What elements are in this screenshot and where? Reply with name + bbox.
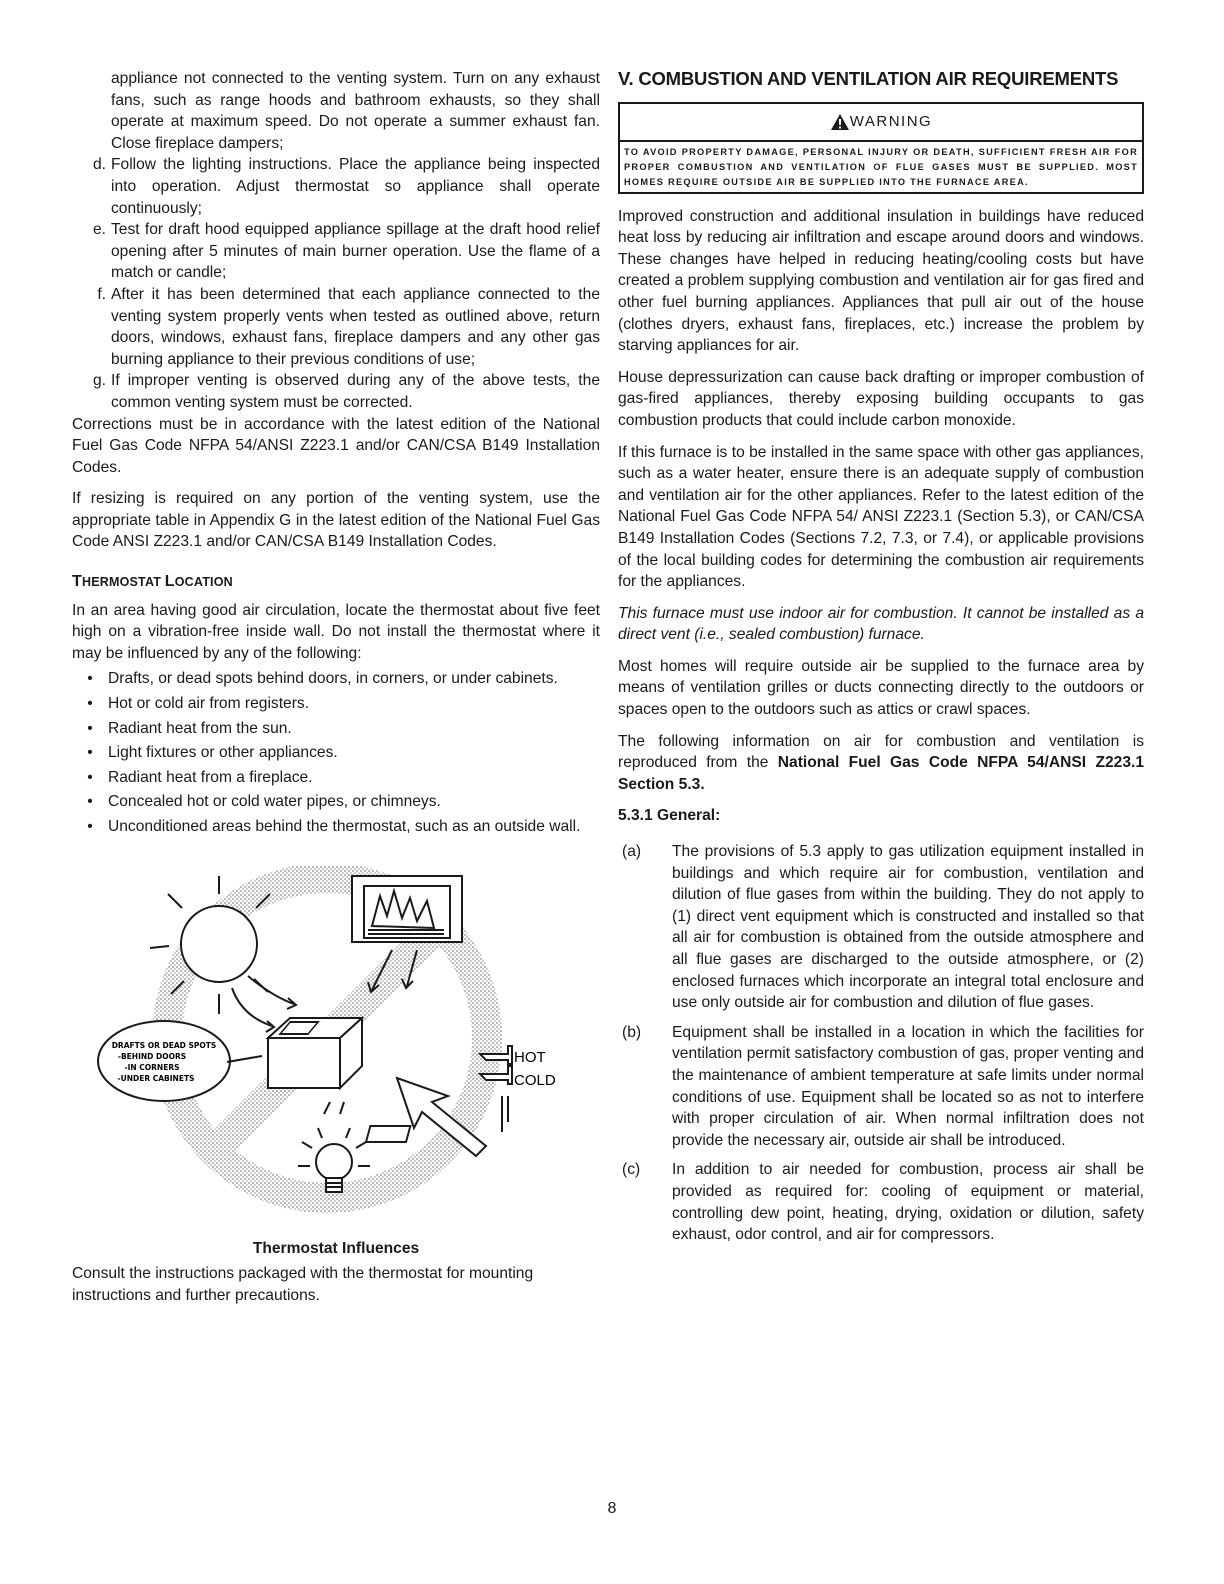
general-provisions-list — [618, 841, 1144, 1246]
left-column — [72, 68, 600, 1316]
thermostat-icon — [268, 1018, 362, 1088]
list-item — [618, 1159, 1144, 1245]
thermostat-intro: In an area having good air circulation, locate the thermostat about five feet high on a vibration-free inside wall. Do not install the thermostat where it may be influenced by any of the following: — [72, 601, 600, 662]
list-item-label: (c) — [622, 1161, 641, 1179]
bubble-line-2: -BEHIND DOORS — [117, 1051, 187, 1061]
bullet-text: Drafts, or dead spots behind doors, in corners, or under cabinets. — [108, 670, 558, 688]
list-item — [72, 68, 600, 154]
thermostat-influences-illustration — [72, 866, 600, 1236]
list-item-text: appliance not connected to the venting system. Turn on any exhaust fans, such as range hoods and bathroom exhausts, so they shall operate at maximum speed. Do not operate a summer exhaust fan. Close fireplace dampers; — [111, 70, 600, 152]
hot-label: HOT — [514, 1048, 546, 1066]
figure-caption: Thermostat Influences — [252, 1239, 420, 1257]
nfpa-reference-text: The following information on air for combustion and ventilation is reproduced from the — [618, 732, 1144, 772]
list-item — [72, 370, 600, 413]
fireplace-icon — [352, 876, 462, 942]
heading-smallcaps: OCATION — [174, 575, 233, 590]
list-item: • Radiant heat from the sun. — [72, 718, 600, 740]
list-item-label: (a) — [622, 843, 642, 861]
corrections-paragraph: Corrections must be in accordance with the latest edition of the National Fuel Gas Code NFPA 54/ANSI Z223.1 and/or CAN/CSA B149 Installation Codes. — [72, 415, 600, 476]
construction-paragraph: Improved construction and additional insulation in buildings have reduced heat loss by reducing air infiltration and escape around doors and windows. These changes have helped in reducing heating/cooling costs but have created a problem supplying combustion and ventilation air for gas fired and other fuel burning appliances. Appliances that pull air out of the house (clothes dryers, exhaust fans, fireplaces, etc.) increase the problem by starving appliances for air. — [618, 207, 1144, 355]
list-item: • Drafts, or dead spots behind doors, in corners, or under cabinets. — [72, 668, 600, 690]
heading-initial: T — [72, 573, 82, 591]
warning-header — [620, 104, 1142, 142]
list-item — [72, 284, 600, 370]
list-item-text: If improper venting is observed during any of the above tests, the common venting system must be corrected. — [111, 372, 600, 411]
list-item-text: The provisions of 5.3 apply to gas utilization equipment installed in buildings and which require air for combustion, ventilation and dilution of flue gases from within the building. They do not apply to (1) direct vent equipment which is constructed and installed so that all air for combustion is obtained from the outside atmosphere and all flue gases are discharged to the outside atmosphere, or (2) enclosed furnaces which incorporate an integral total enclosure and use only outside air for combustion and dilution of flue gases. — [672, 843, 1144, 1012]
list-item — [618, 841, 1144, 1014]
list-item-label: (b) — [622, 1023, 642, 1041]
bullet-text: Radiant heat from the sun. — [108, 719, 292, 737]
list-item-label: e. — [92, 221, 106, 239]
consult-paragraph: Consult the instructions packaged with the thermostat for mounting instructions and further precautions. — [72, 1265, 534, 1304]
bullet-text: Concealed hot or cold water pipes, or chimneys. — [108, 793, 441, 811]
list-item-label — [72, 68, 111, 154]
drafts-callout — [98, 1021, 262, 1101]
warning-label: WARNING — [849, 112, 933, 130]
light-bulb-icon — [298, 1102, 370, 1192]
cold-label: COLD — [514, 1071, 556, 1089]
warning-box — [618, 102, 1144, 194]
influence-list — [72, 668, 600, 837]
thermostat-location-heading — [72, 571, 600, 594]
list-item-text: After it has been determined that each appliance connected to the venting system properly vents when tested as outlined above, return doors, windows, exhaust fans, fireplace dampers and any other gas burning appliance to their previous conditions of use; — [111, 285, 600, 368]
illustration-svg — [72, 866, 600, 1236]
list-item: • Hot or cold air from registers. — [72, 693, 600, 715]
bullet-text: Hot or cold air from registers. — [108, 695, 310, 713]
outside-air-paragraph: Most homes will require outside air be supplied to the furnace area by means of ventilation grilles or ducts connecting directly to the outdoors or spaces open to the outdoors such as attics or crawl spaces. — [618, 657, 1144, 719]
nfpa-reference-bold: National Fuel Gas Code NFPA 54/ANSI Z223.1 Section 5.3. — [618, 754, 1144, 793]
list-item-text: Follow the lighting instructions. Place the appliance being inspected into operation. Adjust thermostat so appliance shall operate continuously; — [111, 156, 600, 217]
list-item-text: Equipment shall be installed in a location in which the facilities for ventilation permit satisfactory combustion of gas, proper venting and the maintenance of ambient temperature at safe limits under normal conditions of use. Equipment shall be located so as not to interfere with proper circulation of air. When normal infiltration does not provide the necessary air, outside air shall be introduced. — [672, 1023, 1144, 1149]
list-item-label: f. — [97, 285, 106, 303]
list-item — [72, 154, 600, 219]
section-title: V. COMBUSTION AND VENTILATION AIR REQUIREMENTS — [618, 68, 1119, 89]
indoor-air-notice: This furnace must use indoor air for combustion. It cannot be installed as a direct vent (i.e., sealed combustion) furnace. — [618, 604, 1144, 644]
list-item: • Unconditioned areas behind the thermostat, such as an outside wall. — [72, 816, 600, 838]
list-item-label: d. — [92, 156, 106, 174]
nfpa-reference-paragraph — [618, 731, 1144, 796]
list-item: • Concealed hot or cold water pipes, or chimneys. — [72, 791, 600, 813]
list-item — [72, 219, 600, 284]
list-item — [618, 1022, 1144, 1152]
page-number: 8 — [607, 1500, 617, 1517]
general-heading: 5.3.1 General: — [618, 807, 721, 825]
bullet-text: Radiant heat from a fireplace. — [108, 768, 313, 786]
bubble-line-3: -IN CORNERS — [124, 1062, 180, 1072]
bullet-text: Light fixtures or other appliances. — [108, 744, 338, 762]
heading-initial: L — [164, 573, 175, 591]
list-item: • Light fixtures or other appliances. — [72, 742, 600, 764]
list-item-text: In addition to air needed for combustion, process air shall be provided as required for: cooling of equipment or material, controlling dew point, heating, drying, oxidation or dilution, safety exhaust, odor control, and air for compressors. — [672, 1161, 1144, 1244]
other-appliances-paragraph: If this furnace is to be installed in the same space with other gas appliances, such as a water heater, ensure there is an adequate supply of combustion and ventilation air for the other appliances. Refer to the latest edition of the National Fuel Gas Code NFPA 54/ ANSI Z223.1 (Section 5.3), or CAN/CSA B149 Installation Codes (Sections 7.2, 7.3, or 7.4), or applicable provisions of the local building codes for determining the combustion air requirements for the appliances. — [618, 443, 1144, 591]
depressurization-paragraph: House depressurization can cause back drafting or improper combustion of gas-fired appliances, thereby exposing building occupants to gas combustion products that could include carbon monoxide. — [618, 368, 1144, 429]
bubble-line-1: DRAFTS OR DEAD SPOTS — [111, 1040, 217, 1050]
heading-smallcaps: HERMOSTAT — [81, 575, 165, 590]
resizing-paragraph: If resizing is required on any portion of the venting system, use the appropriate table in Appendix G in the latest edition of the National Fuel Gas Code ANSI Z223.1 and/or CAN/CSA B149 Installation Codes. — [72, 490, 600, 551]
bubble-line-4: -UNDER CABINETS — [117, 1073, 195, 1083]
bullet-text: Unconditioned areas behind the thermostat, such as an outside wall. — [108, 818, 581, 835]
warning-triangle-icon — [830, 113, 850, 131]
venting-test-steps — [72, 68, 600, 414]
list-item-label: g. — [92, 372, 106, 390]
list-item: • Radiant heat from a fireplace. — [72, 767, 600, 789]
warning-text: TO AVOID PROPERTY DAMAGE, PERSONAL INJURY OR DEATH, SUFFICIENT FRESH AIR FOR PROPER COMBUSTION AND VENTILATION OF FLUE GASES MUST BE SUPPLIED. MOST HOMES REQUIRE OUTSIDE AIR BE SUPPLIED INTO THE FURNACE AREA. — [624, 146, 1138, 187]
right-column — [618, 68, 1144, 1254]
list-item-text: Test for draft hood equipped appliance spillage at the draft hood relief opening after 5 minutes of main burner operation. Use the flame of a match or candle; — [111, 221, 600, 282]
